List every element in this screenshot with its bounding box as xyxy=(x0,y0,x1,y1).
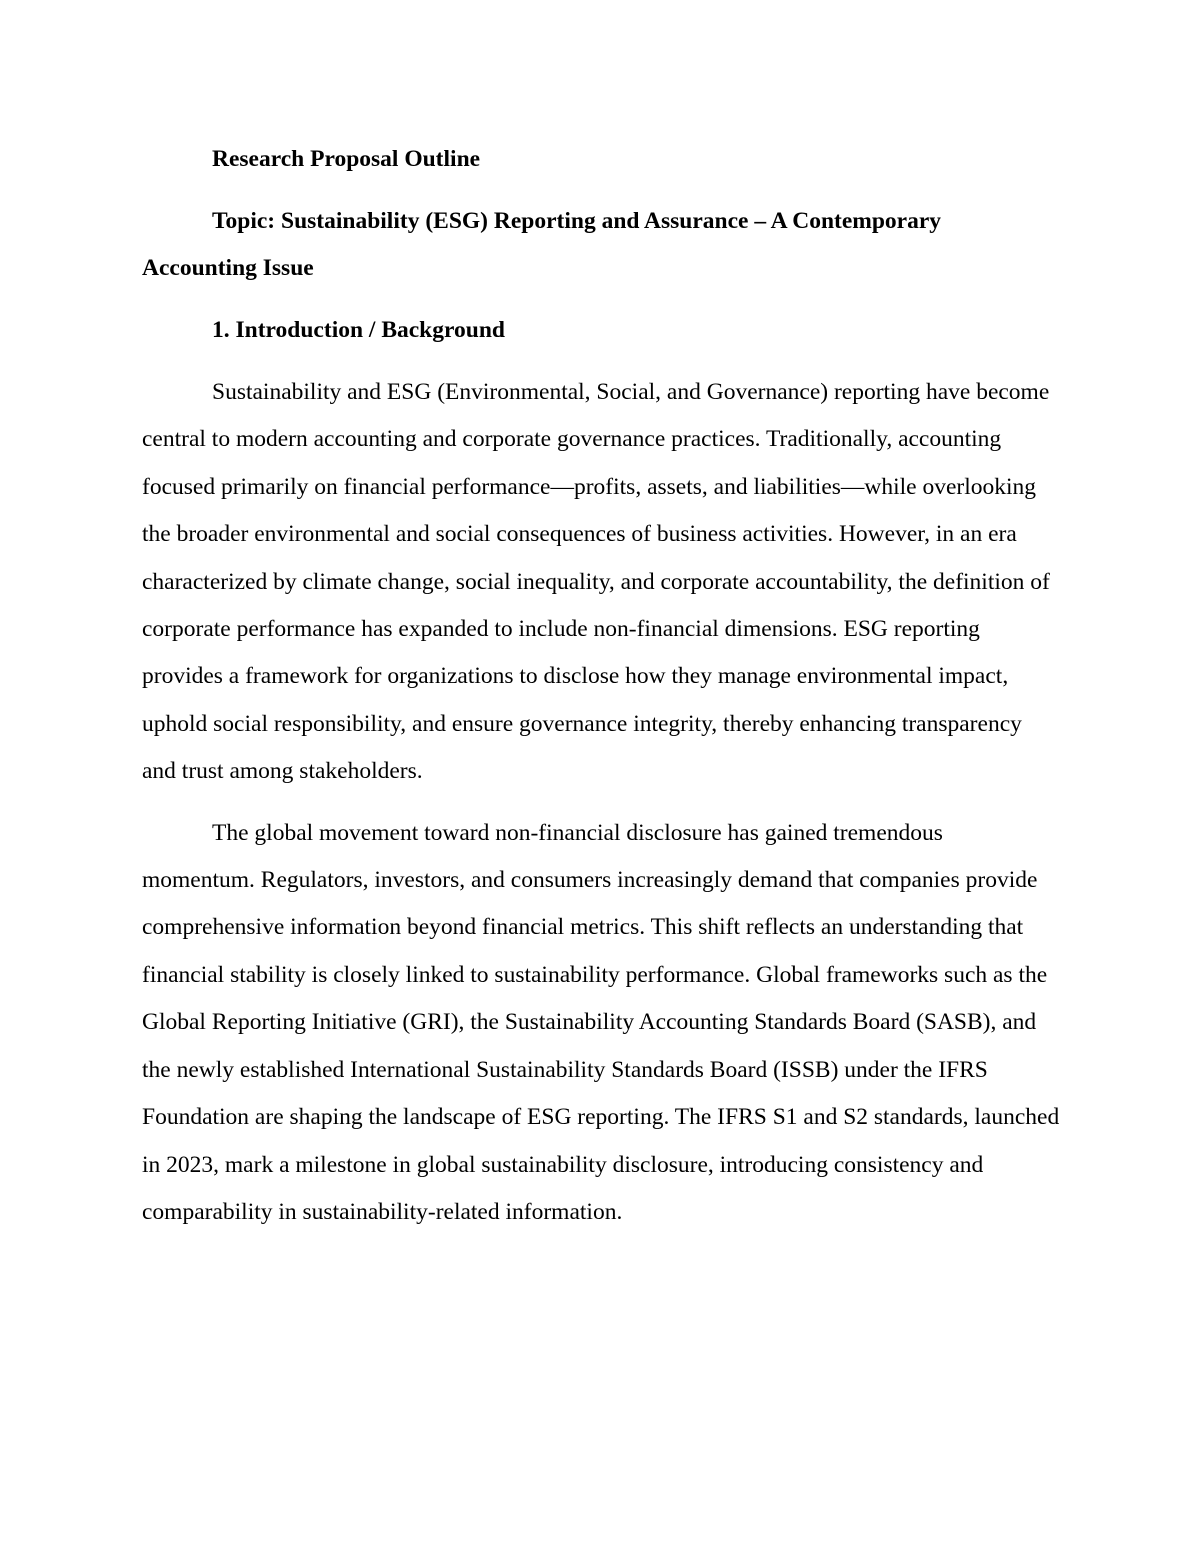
section-heading-introduction: 1. Introduction / Background xyxy=(212,317,505,343)
document-body xyxy=(142,136,1060,1236)
body-paragraph: Sustainability and ESG (Environmental, Social, and Governance) reporting have become central to modern accounting and corporate governance practices. Traditionally, accounting focused primarily on financial performance—profits, assets, and liabilities—while overlooking the broader environmental and social consequences of business activities. However, in an era characterized by climate change, social inequality, and corporate accountability, the definition of corporate performance has expanded to include non-financial dimensions. ESG reporting provides a framework for organizations to disclose how they manage environmental impact, uphold social responsibility, and ensure governance integrity, thereby enhancing transparency and trust among stakeholders. xyxy=(142,379,1050,785)
body-paragraph: The global movement toward non-financial disclosure has gained tremendous momentum. Regulators, investors, and consumers increasingly demand that companies provide comprehensive information beyond financial metrics. This shift reflects an understanding that financial stability is closely linked to sustainability performance. Global frameworks such as the Global Reporting Initiative (GRI), the Sustainability Accounting Standards Board (SASB), and the newly established International Sustainability Standards Board (ISSB) under the IFRS Foundation are shaping the landscape of ESG reporting. The IFRS S1 and S2 standards, launched in 2023, mark a milestone in global sustainability disclosure, introducing consistency and comparability in sustainability-related information. xyxy=(142,819,1060,1225)
document-topic: Topic: Sustainability (ESG) Reporting and Assurance – A Contemporary Accounting Issue xyxy=(142,208,942,281)
document-title: Research Proposal Outline xyxy=(212,146,481,172)
